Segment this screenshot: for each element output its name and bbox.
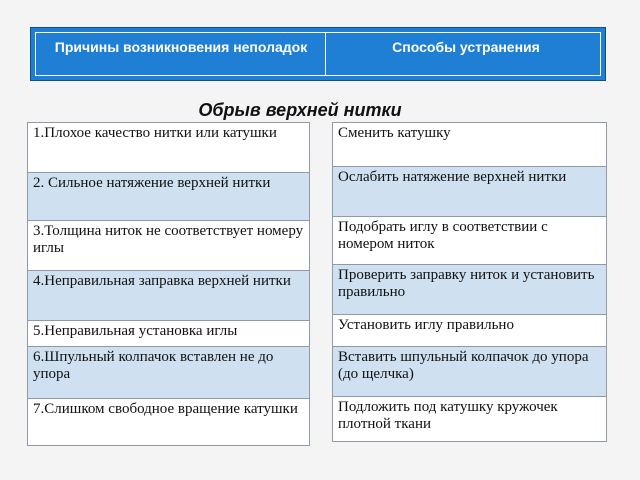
cause-item: 7.Слишком свободное вращение катушки: [28, 399, 309, 445]
cause-item: 1.Плохое качество нитки или катушки: [28, 123, 309, 173]
header-remedies: Способы устранения: [392, 39, 540, 55]
section-title: Обрыв верхней нитки: [198, 100, 402, 120]
cause-item: 6.Шпульный колпачок вставлен не до упора: [28, 347, 309, 399]
remedy-item: Ослабить натяжение верхней нитки: [333, 167, 606, 217]
remedy-item: Сменить катушку: [333, 123, 606, 167]
remedy-item: Проверить заправку ниток и установить правильно: [333, 265, 606, 315]
remedy-item: Установить иглу правильно: [333, 315, 606, 347]
cause-item: 4.Неправильная заправка верхней нитки: [28, 271, 309, 321]
remedy-item: Подложить под катушку кружочек плотной ткани: [333, 397, 606, 441]
cause-item: 5.Неправильная установка иглы: [28, 321, 309, 347]
table-header: [30, 27, 606, 81]
header-frame: [35, 32, 601, 76]
remedy-item: Вставить шпульный колпачок до упора (до щелчка): [333, 347, 606, 397]
remedies-column: [332, 122, 607, 442]
cause-item: 2. Сильное натяжение верхней нитки: [28, 173, 309, 221]
remedy-item: Подобрать иглу в соответствии с номером ниток: [333, 217, 606, 265]
header-causes: Причины возникновения неполадок: [54, 39, 308, 55]
cause-item: 3.Толщина ниток не соответствует номеру иглы: [28, 221, 309, 271]
header-divider: [325, 33, 326, 75]
causes-column: [27, 122, 310, 446]
